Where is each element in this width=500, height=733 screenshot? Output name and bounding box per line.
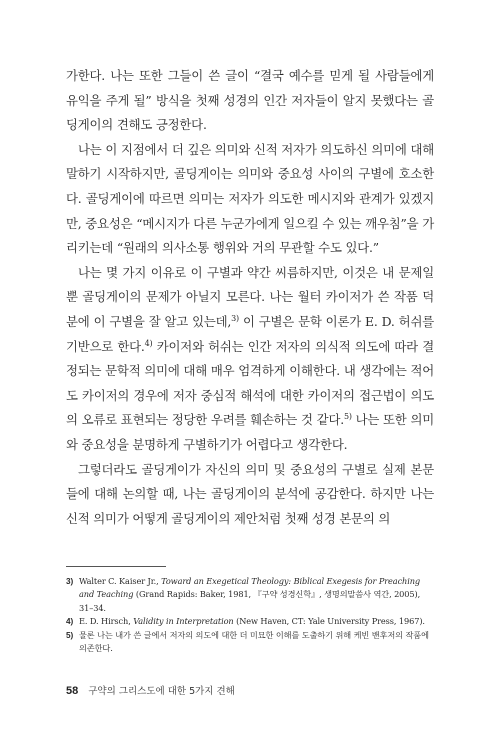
footnote <box>66 629 436 656</box>
paragraph: 그렇더라도 골딩게이가 자신의 의미 및 중요성의 구별로 실제 본문들에 대해 논의할 때, 나는 골딩게이의 분석에 공감한다. 하지만 나는 신적 의미가 어떻게 골딩게이의 제안처럼 첫째 성경 본문의 의 <box>66 461 434 526</box>
footnote <box>66 615 436 628</box>
paragraph: 나는 이 지점에서 더 깊은 의미와 신적 저자가 의도하신 의미에 대해 말하기 시작하지만, 골딩게이는 의미와 중요성 사이의 구별에 호소한다. 골딩게이에 따르면 의미는 저자가 의도한 메시지와 관계가 있겠지만, 중요성은 “메시지가 다른 누군가에게 일으킬 수 있는 깨우침”을 가리키는데 “원래의 의사소통 행위와 거의 무관할 수도 있다.” <box>66 141 434 256</box>
paragraph <box>66 261 434 458</box>
footnote-text: 물론 나는 내가 쓴 글에서 저자의 의도에 대한 더 미묘한 이해를 도출하기 위해 케빈 밴후저의 작품에 의존한다. <box>79 629 429 654</box>
footnote-text: Walter C. Kaiser Jr., Toward an Exegetical Theology: Biblical Exegesis for Preaching and Teaching (Grand Rapids: Baker, 1981, 『구약 성경신학』, 생명의말씀사 역간, 2005), 31–34. <box>79 576 421 613</box>
paragraph: 가한다. 나는 또한 그들이 쓴 글이 “결국 예수를 믿게 될 사람들에게 유익을 주게 될” 방식을 첫째 성경의 인간 저자들이 알지 못했다는 골딩게이의 견해도 긍정한다. <box>66 68 434 133</box>
paragraph-text: 카이저와 허쉬는 인간 저자의 의식적 의도에 따라 결정되는 문학적 의미에 대해 매우 엄격하게 이해한다. 내 생각에는 적어도 카이저의 경우에 저자 중심적 해석에 대한 카이저의 접근법이 의도의 오류로 표현되는 정당한 우려를 훼손하는 것 같다. <box>66 338 434 428</box>
running-title: 구약의 그리스도에 대한 5가지 견해 <box>88 686 235 697</box>
page-footer <box>66 683 235 697</box>
footnote-number: 4) <box>66 617 74 627</box>
footnote-number: 5) <box>66 630 74 640</box>
footnote-ref: 5) <box>343 412 352 422</box>
paragraph-text: 나는 또한 의미와 중요성을 분명하게 구별하기가 어렵다고 생각한다. <box>66 412 434 452</box>
paragraph-text: 나는 몇 가지 이유로 이 구별과 약간 씨름하지만, 이것은 내 문제일 뿐 골딩게이의 문제가 아닐지 모른다. 나는 월터 카이저가 쓴 작품 덕분에 이 구별을 잘 알고 있는데, <box>66 264 434 329</box>
footnote-number: 3) <box>66 577 74 586</box>
footnote <box>66 575 436 615</box>
footnote-divider <box>66 566 166 567</box>
footnote-ref: 3) <box>231 313 239 323</box>
main-text <box>66 64 434 531</box>
paragraph-text: 이 구별은 문학 이론가 E. D. 허쉬를 기반으로 한다. <box>66 313 434 354</box>
page-number: 58 <box>66 685 79 697</box>
footnote-text: E. D. Hirsch, Validity in Interpretation (New Haven, CT: Yale University Press, 1967). <box>79 616 425 627</box>
footnotes <box>66 575 436 655</box>
footnote-ref: 4) <box>144 338 153 348</box>
